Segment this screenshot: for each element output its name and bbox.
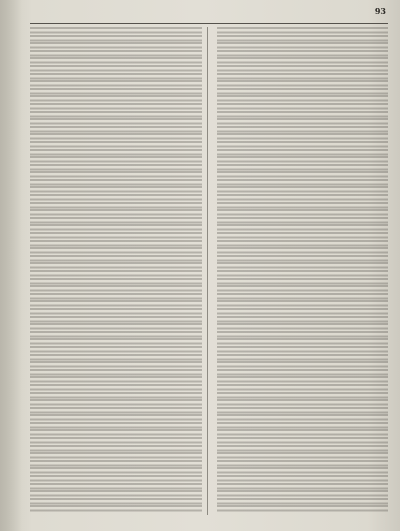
register-entry [217, 232, 389, 240]
register-entry [30, 149, 202, 157]
register-entry [30, 202, 202, 210]
register-entry [30, 354, 202, 362]
register-entry [217, 467, 389, 475]
register-entry [217, 156, 389, 164]
register-entry [217, 331, 389, 339]
register-entry [30, 95, 202, 103]
register-entry [30, 103, 202, 111]
register-entry [30, 179, 202, 187]
register-entry [30, 407, 202, 415]
register-entry [217, 141, 389, 149]
register-entry [30, 293, 202, 301]
register-entry [30, 437, 202, 445]
page-number: 93 [374, 6, 386, 16]
register-entry [30, 209, 202, 217]
register-entry [217, 505, 389, 513]
register-entry [30, 452, 202, 460]
register-entry [217, 422, 389, 430]
left-column [30, 27, 208, 515]
register-entry [30, 338, 202, 346]
register-entry [217, 240, 389, 248]
register-entry [30, 270, 202, 278]
register-entry [30, 50, 202, 58]
register-entry [30, 505, 202, 513]
register-entry [30, 232, 202, 240]
register-entry [217, 255, 389, 263]
register-entry [30, 73, 202, 81]
register-entry [30, 217, 202, 225]
register-entry [30, 80, 202, 88]
register-entry [217, 118, 389, 126]
register-entry [217, 186, 389, 194]
register-entry [217, 498, 389, 506]
register-entry [217, 224, 389, 232]
register-entry [217, 429, 389, 437]
register-entry [30, 65, 202, 73]
register-entry [30, 278, 202, 286]
register-entry [217, 194, 389, 202]
register-entry [30, 429, 202, 437]
register-entry [30, 156, 202, 164]
register-entry [30, 483, 202, 491]
register-entry [30, 308, 202, 316]
register-entry [217, 65, 389, 73]
register-entry [217, 247, 389, 255]
register-entry [30, 27, 202, 35]
register-entry [217, 445, 389, 453]
register-entry [217, 80, 389, 88]
register-entry [30, 361, 202, 369]
register-entry [217, 27, 389, 35]
register-entry [30, 247, 202, 255]
register-entry [217, 285, 389, 293]
register-entry [217, 278, 389, 286]
register-entry [217, 308, 389, 316]
binding-shadow [0, 0, 22, 531]
register-entry [30, 240, 202, 248]
register-entry [30, 88, 202, 96]
register-entry [30, 422, 202, 430]
page-header [30, 6, 388, 24]
register-entry [217, 179, 389, 187]
register-entry [217, 217, 389, 225]
register-entry [217, 392, 389, 400]
register-entry [217, 270, 389, 278]
register-entry [30, 316, 202, 324]
register-entry [217, 369, 389, 377]
register-entry [30, 392, 202, 400]
register-entry [217, 361, 389, 369]
register-entry [30, 369, 202, 377]
register-entry [217, 338, 389, 346]
register-entry [30, 376, 202, 384]
register-entry [30, 300, 202, 308]
register-entry [217, 407, 389, 415]
register-entry [217, 323, 389, 331]
register-entry [30, 384, 202, 392]
register-entry [30, 171, 202, 179]
register-entry [217, 149, 389, 157]
register-entry [217, 300, 389, 308]
register-entry [217, 384, 389, 392]
register-entry [30, 414, 202, 422]
register-entry [217, 57, 389, 65]
register-entry [217, 171, 389, 179]
register-entry [217, 95, 389, 103]
register-entry [217, 376, 389, 384]
register-entry [217, 209, 389, 217]
register-entry [217, 346, 389, 354]
register-entry [217, 126, 389, 134]
register-entry [217, 354, 389, 362]
register-entry [217, 483, 389, 491]
register-entry [217, 133, 389, 141]
register-entry [217, 452, 389, 460]
register-entry [217, 42, 389, 50]
register-entry [30, 194, 202, 202]
register-entry [30, 35, 202, 43]
register-entry [217, 50, 389, 58]
register-entry [217, 35, 389, 43]
register-entry [217, 399, 389, 407]
register-entry [217, 202, 389, 210]
register-entry [30, 399, 202, 407]
register-entry [30, 186, 202, 194]
register-entry [30, 57, 202, 65]
register-entry [217, 460, 389, 468]
register-entry [30, 255, 202, 263]
register-entry [217, 316, 389, 324]
register-entry [30, 498, 202, 506]
register-entry [30, 285, 202, 293]
register-entry [30, 445, 202, 453]
register-entry [30, 460, 202, 468]
register-entry [217, 293, 389, 301]
footer-note [30, 516, 388, 520]
register-entry [217, 262, 389, 270]
register-entry [30, 141, 202, 149]
register-entry [30, 118, 202, 126]
register-entry [30, 323, 202, 331]
register-entry [217, 164, 389, 172]
register-entry [217, 437, 389, 445]
register-entry [217, 490, 389, 498]
register-entry [30, 164, 202, 172]
register-entry [30, 475, 202, 483]
register-entry [30, 224, 202, 232]
register-entry [217, 111, 389, 119]
register-entry [30, 262, 202, 270]
register-entry [30, 331, 202, 339]
register-entry [30, 490, 202, 498]
register-entry [30, 111, 202, 119]
register-columns [30, 27, 388, 515]
register-entry [217, 414, 389, 422]
register-entry [217, 475, 389, 483]
right-column [217, 27, 389, 515]
register-entry [30, 467, 202, 475]
register-entry [217, 88, 389, 96]
register-entry [30, 42, 202, 50]
register-entry [30, 346, 202, 354]
register-entry [217, 103, 389, 111]
register-entry [217, 73, 389, 81]
register-entry [30, 133, 202, 141]
register-entry [30, 126, 202, 134]
